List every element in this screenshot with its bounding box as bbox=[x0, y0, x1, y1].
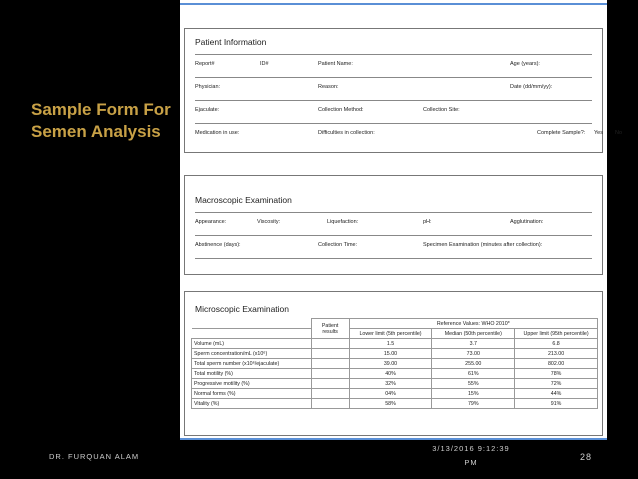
divider bbox=[195, 100, 592, 101]
footer-time-line: PM bbox=[464, 458, 478, 467]
lower-limit-value: 40% bbox=[349, 369, 432, 379]
divider bbox=[195, 54, 592, 55]
median-header: Median (50th percentile) bbox=[432, 329, 515, 339]
divider bbox=[195, 212, 592, 213]
patient-results-header: Patient results bbox=[311, 319, 349, 339]
parameter-label: Sperm concentration/mL (x10⁶) bbox=[192, 349, 312, 359]
lower-limit-value: 32% bbox=[349, 379, 432, 389]
ejaculate-label: Ejaculate: bbox=[195, 107, 220, 113]
footer-author: DR. FURQUAN ALAM bbox=[49, 452, 140, 461]
report-number-label: Report# bbox=[195, 61, 215, 67]
lower-limit-value: 15.00 bbox=[349, 349, 432, 359]
microscopic-examination-section bbox=[184, 291, 603, 436]
specimen-exam-label: Specimen Examination (minutes after collection): bbox=[423, 242, 543, 248]
lower-limit-value: 1.5 bbox=[349, 339, 432, 349]
table-row bbox=[192, 349, 598, 359]
macroscopic-heading: Macroscopic Examination bbox=[195, 195, 292, 205]
patient-result-cell bbox=[311, 349, 349, 359]
patient-name-label: Patient Name: bbox=[318, 61, 353, 67]
collection-method-label: Collection Method: bbox=[318, 107, 364, 113]
footer-page-number: 28 bbox=[580, 452, 593, 462]
patient-information-section bbox=[184, 28, 623, 153]
abstinence-label: Abstinence (days): bbox=[195, 242, 241, 248]
complete-yes-option: Yes bbox=[594, 130, 603, 136]
footer-date-line: 3/13/2016 9:12:39 bbox=[432, 444, 510, 453]
median-value: 3.7 bbox=[432, 339, 515, 349]
upper-limit-value: 213.00 bbox=[515, 349, 598, 359]
slide-title bbox=[31, 99, 176, 143]
lower-limit-value: 39.00 bbox=[349, 359, 432, 369]
table-row bbox=[192, 399, 598, 409]
median-value: 55% bbox=[432, 379, 515, 389]
table-row bbox=[192, 389, 598, 399]
difficulties-label: Difficulties in collection: bbox=[318, 130, 375, 136]
table-row bbox=[192, 339, 598, 349]
collection-time-label: Collection Time: bbox=[318, 242, 358, 248]
macroscopic-examination-section bbox=[184, 175, 603, 275]
median-value: 15% bbox=[432, 389, 515, 399]
reason-label: Reason: bbox=[318, 84, 339, 90]
medication-label: Medication in use: bbox=[195, 130, 240, 136]
parameter-label: Progressive motility (%) bbox=[192, 379, 312, 389]
ph-label: pH: bbox=[423, 219, 432, 225]
form-top-border bbox=[180, 3, 607, 5]
divider bbox=[195, 258, 592, 259]
upper-limit-value: 72% bbox=[515, 379, 598, 389]
slide-title-line-2: Semen Analysis bbox=[31, 122, 161, 141]
divider bbox=[195, 123, 592, 124]
lower-limit-value: 58% bbox=[349, 399, 432, 409]
upper-limit-value: 6.8 bbox=[515, 339, 598, 349]
complete-no-option: No bbox=[615, 130, 623, 136]
divider bbox=[195, 77, 592, 78]
liquefaction-label: Liquefaction: bbox=[327, 219, 359, 225]
patient-result-cell bbox=[311, 379, 349, 389]
agglutination-label: Agglutination: bbox=[510, 219, 544, 225]
table-row bbox=[192, 359, 598, 369]
reference-values-table bbox=[191, 318, 598, 409]
upper-limit-value: 802.00 bbox=[515, 359, 598, 369]
lower-limit-value: 04% bbox=[349, 389, 432, 399]
collection-site-label: Collection Site: bbox=[423, 107, 460, 113]
median-value: 61% bbox=[432, 369, 515, 379]
upper-limit-value: 44% bbox=[515, 389, 598, 399]
median-value: 255.00 bbox=[432, 359, 515, 369]
upper-limit-header: Upper limit (95th percentile) bbox=[515, 329, 598, 339]
median-value: 73.00 bbox=[432, 349, 515, 359]
table-header-row bbox=[192, 319, 598, 329]
viscosity-label: Viscosity: bbox=[257, 219, 281, 225]
patient-result-cell bbox=[311, 399, 349, 409]
lower-limit-header: Lower limit (5th percentile) bbox=[349, 329, 432, 339]
parameter-label: Total sperm number (x10⁶/ejaculate) bbox=[192, 359, 312, 369]
table-row bbox=[192, 369, 598, 379]
footer-date bbox=[420, 444, 522, 467]
divider bbox=[195, 235, 592, 236]
parameter-label: Volume (mL) bbox=[192, 339, 312, 349]
reference-values-header: Reference Values: WHO 2010* bbox=[349, 319, 597, 329]
slide-title-line-1: Sample Form For bbox=[31, 100, 171, 119]
table-row bbox=[192, 379, 598, 389]
patient-result-cell bbox=[311, 339, 349, 349]
upper-limit-value: 78% bbox=[515, 369, 598, 379]
table-subheader-row bbox=[192, 329, 598, 339]
patient-information-heading: Patient Information bbox=[195, 37, 267, 47]
form-bottom-border bbox=[180, 438, 607, 440]
complete-sample-label: Complete Sample?: bbox=[537, 130, 586, 136]
appearance-label: Appearance: bbox=[195, 219, 227, 225]
parameter-label: Total motility (%) bbox=[192, 369, 312, 379]
age-label: Age (years): bbox=[510, 61, 540, 67]
patient-result-cell bbox=[311, 369, 349, 379]
patient-result-cell bbox=[311, 389, 349, 399]
median-value: 79% bbox=[432, 399, 515, 409]
parameter-label: Normal forms (%) bbox=[192, 389, 312, 399]
semen-analysis-form bbox=[180, 0, 623, 440]
physician-label: Physician: bbox=[195, 84, 221, 90]
upper-limit-value: 91% bbox=[515, 399, 598, 409]
patient-result-cell bbox=[311, 359, 349, 369]
microscopic-heading: Microscopic Examination bbox=[195, 304, 290, 314]
parameter-label: Vitality (%) bbox=[192, 399, 312, 409]
date-label: Date (dd/mm/yy): bbox=[510, 84, 553, 90]
id-label: ID# bbox=[260, 61, 269, 67]
